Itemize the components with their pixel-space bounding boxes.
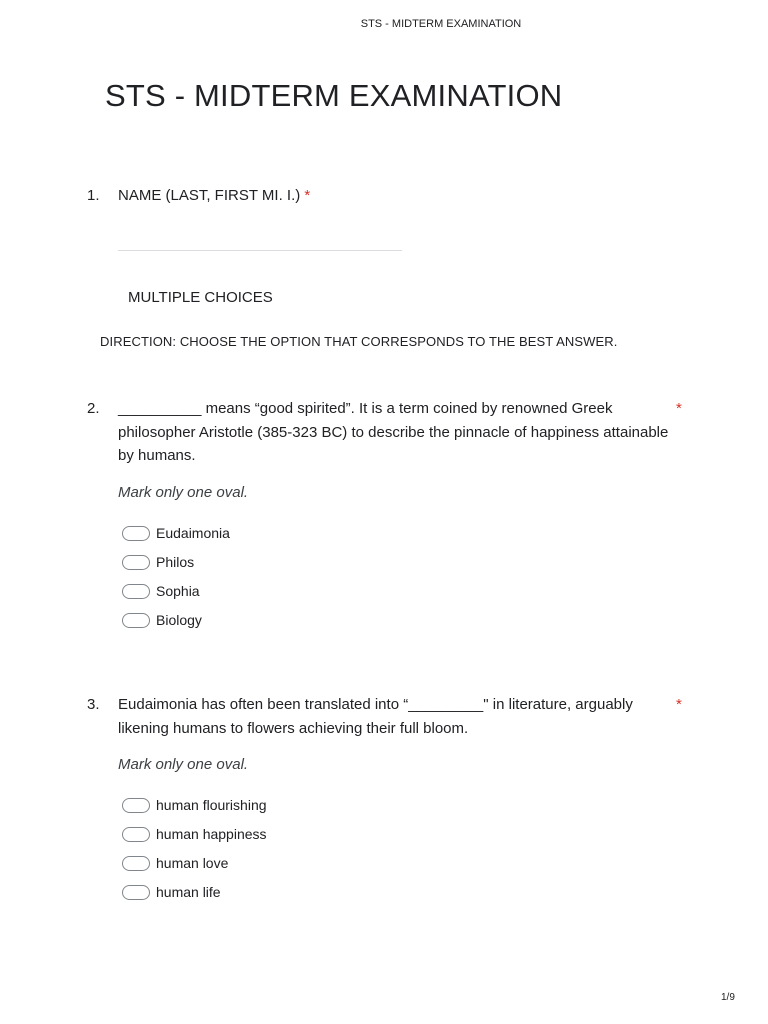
radio-oval[interactable] — [122, 885, 150, 900]
option-label: human love — [156, 855, 229, 871]
question-1-text — [118, 184, 310, 208]
form-title: STS - MIDTERM EXAMINATION — [105, 78, 563, 113]
option-human-flourishing[interactable] — [122, 795, 267, 815]
option-human-love[interactable] — [122, 853, 228, 873]
question-3-line: likening humans to flowers achieving their full bloom. — [118, 719, 469, 737]
question-3-hint: Mark only one oval. — [118, 756, 249, 773]
section-direction: DIRECTION: CHOOSE THE OPTION THAT CORRESPONDS TO THE BEST ANSWER. — [100, 334, 618, 349]
option-label: human life — [156, 884, 221, 900]
question-3-number: 3. — [87, 696, 100, 713]
required-asterisk: * — [676, 400, 682, 417]
radio-oval[interactable] — [122, 526, 150, 541]
page-number: 1/9 — [721, 992, 735, 1003]
question-2-line: by humans. — [118, 447, 196, 464]
option-human-happiness[interactable] — [122, 824, 267, 844]
question-1-label: NAME (LAST, FIRST MI. I.) — [118, 187, 301, 204]
option-label: human happiness — [156, 826, 267, 842]
running-header: STS - MIDTERM EXAMINATION — [360, 18, 522, 30]
option-sophia[interactable] — [122, 581, 200, 601]
option-biology[interactable] — [122, 610, 202, 630]
radio-oval[interactable] — [122, 827, 150, 842]
radio-oval[interactable] — [122, 584, 150, 599]
question-3-line: Eudaimonia has often been translated into “_________" in literature, arguably — [118, 696, 633, 713]
question-2-number: 2. — [87, 400, 100, 417]
option-label: Eudaimonia — [156, 525, 230, 541]
option-philos[interactable] — [122, 552, 194, 572]
question-2-text — [118, 397, 678, 468]
option-label: human flourishing — [156, 797, 267, 813]
section-title: MULTIPLE CHOICES — [128, 289, 273, 306]
name-answer-field[interactable] — [118, 250, 402, 251]
question-2-line: __________ means “good spirited”. It is a term coined by renowned Greek — [118, 400, 613, 417]
question-1-number: 1. — [87, 187, 100, 204]
question-2-hint: Mark only one oval. — [118, 484, 249, 501]
option-eudaimonia[interactable] — [122, 523, 230, 543]
option-label: Sophia — [156, 583, 200, 599]
radio-oval[interactable] — [122, 856, 150, 871]
required-asterisk: * — [676, 696, 682, 713]
option-human-life[interactable] — [122, 882, 221, 902]
radio-oval[interactable] — [122, 555, 150, 570]
radio-oval[interactable] — [122, 613, 150, 628]
option-label: Biology — [156, 612, 202, 628]
question-2-line: philosopher Aristotle (385-323 BC) to describe the pinnacle of happiness attainable — [118, 423, 669, 441]
radio-oval[interactable] — [122, 798, 150, 813]
option-label: Philos — [156, 554, 195, 570]
required-asterisk: * — [304, 187, 311, 204]
question-3-text — [118, 693, 678, 740]
